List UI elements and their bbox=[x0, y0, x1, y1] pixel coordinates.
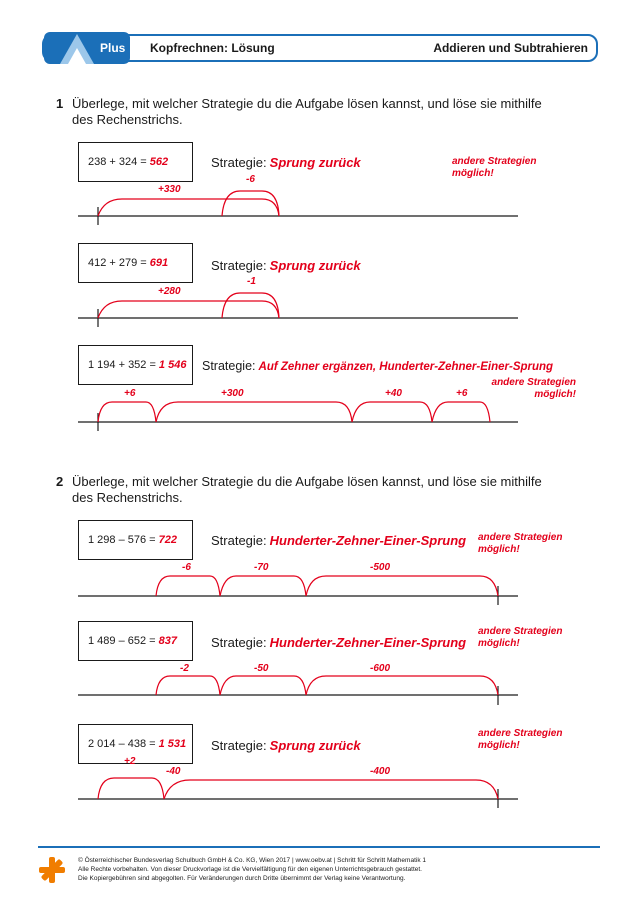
logo-text: Plus bbox=[100, 41, 126, 55]
section-title: Addieren und Subtrahieren bbox=[433, 41, 588, 55]
jump-arc bbox=[352, 402, 432, 422]
jump-label: -70 bbox=[254, 562, 269, 573]
result: 1 546 bbox=[158, 359, 187, 371]
strategy-note: andere Strategien möglich! bbox=[491, 377, 576, 400]
strategy-value: Sprung zurück bbox=[269, 738, 361, 753]
jump-label: -500 bbox=[370, 562, 391, 573]
equation: 1 194 + 352 = bbox=[88, 359, 156, 371]
publisher-logo-icon bbox=[38, 856, 66, 884]
jump-label: +330 bbox=[158, 184, 181, 195]
equation: 238 + 324 = bbox=[88, 156, 147, 168]
strategy-label: Strategie: bbox=[211, 635, 267, 650]
jump-arc bbox=[432, 402, 490, 422]
jump-arc bbox=[156, 576, 220, 596]
strategy-label: Strategie: bbox=[211, 258, 267, 273]
strategy-note: andere Strategien möglich! bbox=[478, 532, 563, 555]
result: 837 bbox=[158, 635, 177, 647]
strategy-label: Strategie: bbox=[211, 155, 267, 170]
footer-rule bbox=[38, 846, 600, 848]
equation: 412 + 279 = bbox=[88, 257, 147, 269]
jump-arc bbox=[156, 402, 352, 422]
footer-line: © Österreichischer Bundesverlag Schulbuch GmbH & Co. KG, Wien 2017 | www.oebv.at | Schritt für Schritt Mathematik 1 bbox=[78, 857, 426, 864]
jump-label: -600 bbox=[370, 663, 391, 674]
jump-arc bbox=[306, 676, 498, 695]
jump-label: -400 bbox=[370, 766, 391, 777]
jump-arc bbox=[164, 780, 498, 799]
result: 722 bbox=[158, 534, 177, 546]
jump-arc bbox=[306, 576, 498, 596]
strategy-value: Hunderter-Zehner-Einer-Sprung bbox=[269, 533, 467, 548]
jump-label: +40 bbox=[385, 388, 402, 399]
jump-arc bbox=[98, 402, 156, 422]
jump-arc bbox=[156, 676, 220, 695]
footer-line: Alle Rechte vorbehalten. Von dieser Druckvorlage ist die Vervielfältigung für den eigenen Unterrichtsgebrauch gestattet. bbox=[78, 866, 422, 873]
jump-arc bbox=[98, 778, 164, 799]
strategy-value: Sprung zurück bbox=[269, 155, 361, 170]
strategy-label: Strategie: bbox=[211, 533, 267, 548]
strategy-label: Strategie: bbox=[202, 359, 256, 373]
jump-label: +6 bbox=[124, 388, 136, 399]
task-1-number: 1 bbox=[56, 96, 64, 111]
jump-label: +280 bbox=[158, 286, 181, 297]
jump-arc bbox=[98, 301, 279, 318]
task-2-number: 2 bbox=[56, 474, 64, 489]
equation: 2 014 – 438 = bbox=[88, 738, 156, 750]
jump-arc bbox=[98, 199, 279, 216]
result: 562 bbox=[149, 156, 169, 168]
strategy-value: Hunderter-Zehner-Einer-Sprung bbox=[269, 635, 467, 650]
footer-line: Die Kopiergebühren sind abgegolten. Für Veränderungen durch Dritte übernimmt der Verlag keine Verantwortung. bbox=[78, 875, 406, 882]
result: 1 531 bbox=[158, 738, 187, 750]
footer-text bbox=[78, 856, 426, 883]
equation: 1 298 – 576 = bbox=[88, 534, 156, 546]
jump-label: -1 bbox=[247, 276, 256, 287]
jump-arc bbox=[220, 576, 306, 596]
jump-label: -2 bbox=[180, 663, 189, 674]
strategy-value: Auf Zehner ergänzen, Hunderter-Zehner-Einer-Sprung bbox=[258, 361, 554, 373]
jump-label: +300 bbox=[221, 388, 244, 399]
result: 691 bbox=[149, 257, 169, 269]
strategy-note: andere Strategien möglich! bbox=[478, 728, 563, 751]
jump-label: -40 bbox=[166, 766, 181, 777]
jump-arc bbox=[222, 293, 279, 318]
jump-label: -50 bbox=[254, 663, 269, 674]
page-title: Kopfrechnen: Lösung bbox=[150, 41, 275, 55]
jump-arc bbox=[222, 191, 279, 216]
strategy-note: andere Strategien möglich! bbox=[452, 156, 537, 179]
jump-label: -6 bbox=[246, 174, 255, 185]
strategy-note: andere Strategien möglich! bbox=[478, 626, 563, 649]
task-1-text: Überlege, mit welcher Strategie du die Aufgabe lösen kannst, und löse sie mithilfe des Rechenstrichs. bbox=[72, 96, 542, 127]
jump-arc bbox=[220, 676, 306, 695]
jump-label: +6 bbox=[456, 388, 468, 399]
strategy-label: Strategie: bbox=[211, 738, 267, 753]
jump-label: -6 bbox=[182, 562, 191, 573]
jump-label: +2 bbox=[124, 756, 136, 767]
strategy-value: Sprung zurück bbox=[269, 258, 361, 273]
task-2-text: Überlege, mit welcher Strategie du die Aufgabe lösen kannst, und löse sie mithilfe des Rechenstrichs. bbox=[72, 474, 542, 505]
equation: 1 489 – 652 = bbox=[88, 635, 156, 647]
